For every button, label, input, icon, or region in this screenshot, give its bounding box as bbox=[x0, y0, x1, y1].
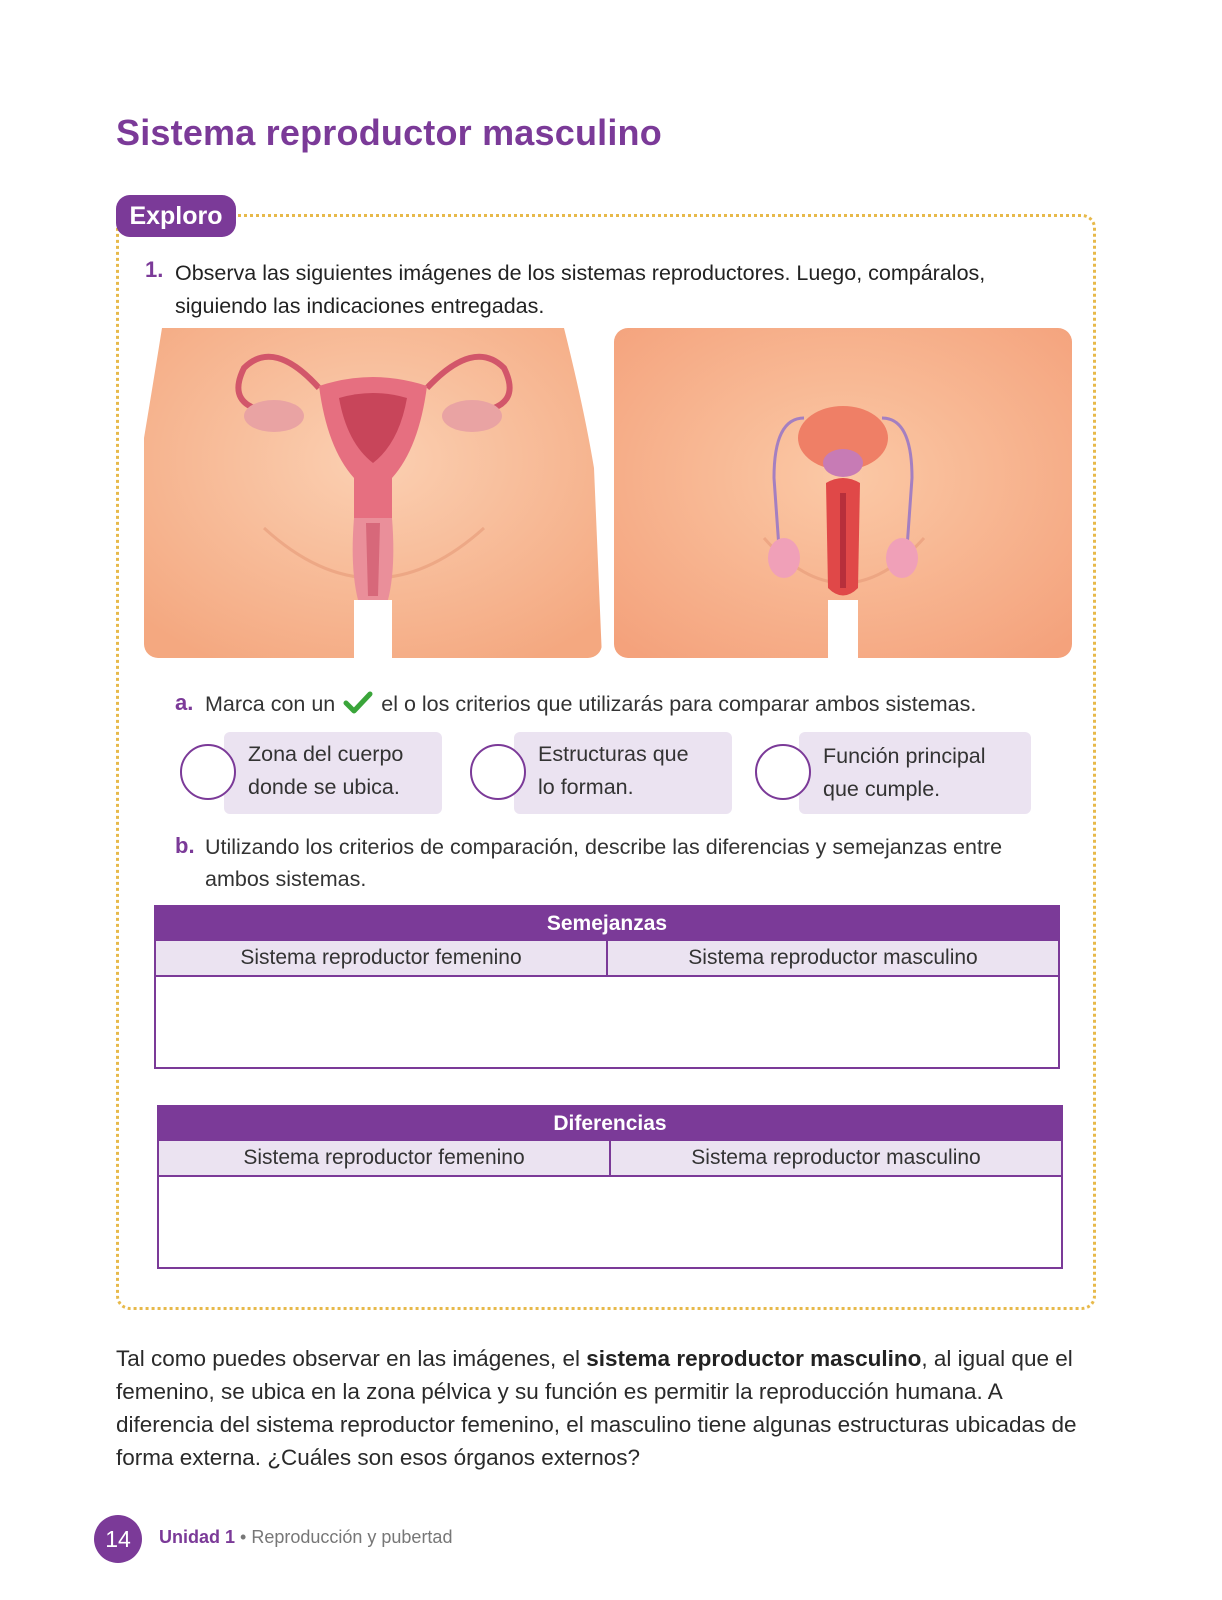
answer-cell-male[interactable] bbox=[607, 977, 1058, 1067]
checkmark-icon bbox=[343, 691, 373, 724]
question-number: 1. bbox=[145, 257, 164, 282]
table-title: Semejanzas bbox=[156, 907, 1058, 941]
part-a-instruction bbox=[205, 688, 1085, 724]
footer-unit: Unidad 1 bbox=[159, 1527, 236, 1547]
criterion-label bbox=[799, 732, 1031, 814]
column-header-female: Sistema reproductor femenino bbox=[240, 946, 522, 969]
answer-cell-male[interactable] bbox=[610, 1177, 1061, 1267]
column-header-female: Sistema reproductor femenino bbox=[243, 1146, 525, 1169]
table-header-row bbox=[159, 1141, 1061, 1177]
criterion-label bbox=[514, 732, 732, 814]
criterion-line: Zona del cuerpo bbox=[248, 742, 404, 766]
part-b-instruction bbox=[205, 831, 1085, 895]
explore-section-tab: Exploro bbox=[116, 195, 236, 237]
paragraph-text: , al igual que el femenino, se ubica en la zona pélvica y su función es permitir la reproducción humana. A diferencia del sistema reproductor femenino, el masculino tiene algunas estructuras ubicadas de forma externa. ¿Cuáles son esos órganos externos? bbox=[116, 1346, 1077, 1470]
criterion-checkbox[interactable] bbox=[470, 744, 526, 800]
criterion-checkbox[interactable] bbox=[180, 744, 236, 800]
part-b-label: b. bbox=[175, 833, 195, 858]
answer-cell-female[interactable] bbox=[156, 977, 607, 1067]
column-header-male: Sistema reproductor masculino bbox=[609, 1141, 1061, 1175]
footer-topic: Reproducción y pubertad bbox=[251, 1527, 453, 1547]
part-a-text-after: el o los criterios que utilizarás para comparar ambos sistemas. bbox=[381, 692, 977, 716]
paragraph-text: Tal como puedes observar en las imágenes, el bbox=[116, 1346, 587, 1371]
answer-cell-female[interactable] bbox=[159, 1177, 610, 1267]
criterion-line: Función principal bbox=[823, 744, 986, 768]
criterion-label bbox=[224, 732, 442, 814]
table-header-row bbox=[156, 941, 1058, 977]
part-a-text-before: Marca con un bbox=[205, 692, 336, 716]
similarities-table bbox=[154, 905, 1060, 1069]
part-b-line: ambos sistemas. bbox=[205, 867, 367, 891]
female-reproductive-system-image bbox=[144, 328, 602, 658]
differences-table bbox=[157, 1105, 1063, 1269]
table-answer-row bbox=[159, 1177, 1061, 1267]
criterion-line: lo forman. bbox=[538, 775, 634, 799]
criterion-line: donde se ubica. bbox=[248, 775, 400, 799]
footer-separator: • bbox=[235, 1527, 252, 1547]
page-number: 14 bbox=[94, 1515, 142, 1563]
paragraph-bold-term: sistema reproductor masculino bbox=[586, 1346, 922, 1371]
table-title: Diferencias bbox=[159, 1107, 1061, 1141]
question-text: Observa las siguientes imágenes de los sistemas reproductores. Luego, compáralos, siguiendo las indicaciones entregadas. bbox=[175, 261, 986, 318]
column-header-male: Sistema reproductor masculino bbox=[606, 941, 1058, 975]
male-reproductive-system-image bbox=[614, 328, 1072, 658]
part-a-label: a. bbox=[175, 690, 194, 715]
page-title: Sistema reproductor masculino bbox=[116, 112, 662, 153]
body-paragraph bbox=[116, 1342, 1096, 1474]
criterion-line: Estructuras que bbox=[538, 742, 689, 766]
footer-unit-info bbox=[159, 1527, 452, 1548]
table-answer-row bbox=[156, 977, 1058, 1067]
criterion-checkbox[interactable] bbox=[755, 744, 811, 800]
criterion-line: que cumple. bbox=[823, 777, 941, 801]
part-b-line: Utilizando los criterios de comparación, describe las diferencias y semejanzas entre bbox=[205, 835, 1003, 859]
